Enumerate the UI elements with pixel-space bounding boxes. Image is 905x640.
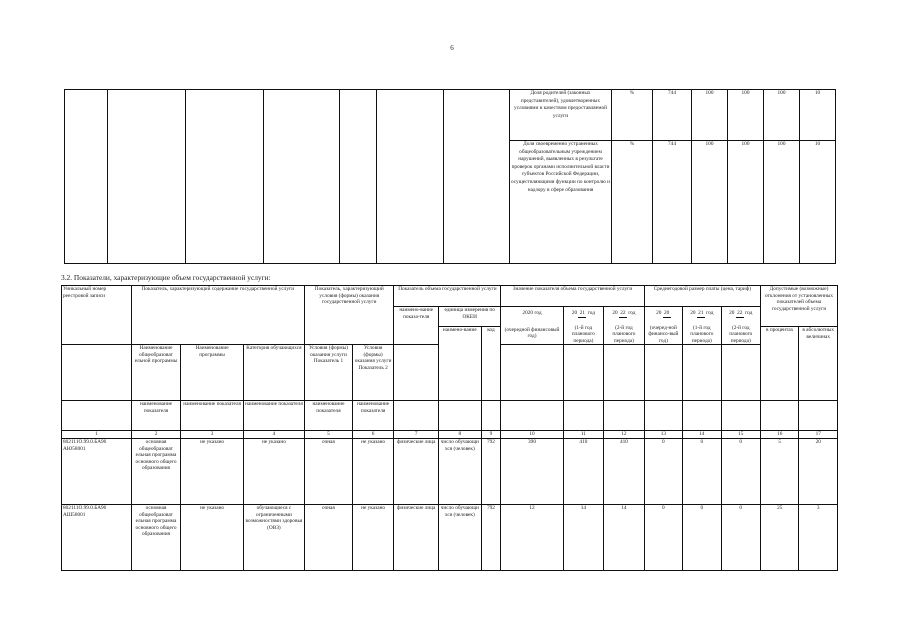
deviation-absolute-header: в абсолютных величинах bbox=[799, 327, 838, 401]
year-2020-sub: (очередной финансовый год) bbox=[504, 326, 560, 339]
fee-2022-header: 20 22 год (2-й год планового периода) bbox=[721, 307, 760, 345]
program-name: не указано bbox=[181, 505, 243, 571]
column-number: 3 bbox=[181, 431, 243, 439]
indicator-name: Доля своевременно устраненных общеобразовательным учреждением нарушений, выявленных в результате проверок органами исполнительной власти субъектов Российской Федерации, осуществляющими функции по контролю и надзору в сфере образования bbox=[510, 141, 612, 264]
fee-2020: 0 bbox=[644, 439, 682, 505]
indicator-name-header: наименование показателя bbox=[181, 401, 243, 431]
fee-2021: 0 bbox=[683, 505, 721, 571]
fee-2022: 0 bbox=[721, 505, 760, 571]
value-2022: 14 bbox=[604, 505, 645, 571]
table-row bbox=[62, 439, 838, 505]
column-number: 14 bbox=[683, 431, 721, 439]
volume-indicators-table bbox=[61, 285, 838, 571]
fee-2021: 0 bbox=[683, 439, 721, 505]
value-2022: 100 bbox=[764, 141, 800, 264]
indicator-name-header: наименование показателя bbox=[243, 401, 304, 431]
column-number: 2 bbox=[131, 431, 181, 439]
value-2021: 410 bbox=[563, 439, 604, 505]
service-form: очная bbox=[305, 505, 353, 571]
column-number: 16 bbox=[761, 431, 799, 439]
program-kind: основная общеобразоват ельная программа основного общего образования bbox=[131, 439, 181, 505]
quality-indicators-table bbox=[64, 89, 836, 264]
section-title: 3.2. Показатели, характеризующие объем государственной услуги: bbox=[61, 273, 271, 282]
indicator-name: Доля родителей (законных представителей), удовлетворенных условиями и качеством предоставляемой услуги bbox=[510, 90, 612, 141]
unit-name-header: наимено-вание bbox=[439, 327, 482, 401]
deviation-percent: 25 bbox=[761, 505, 799, 571]
indicator-name: физические лица bbox=[394, 439, 439, 505]
deviation-absolute: 20 bbox=[799, 439, 838, 505]
unit-name: число обучающи хся (человек) bbox=[439, 505, 482, 571]
student-category: обучающиеся с ограниченными возможностями здоровья (ОВЗ) bbox=[243, 505, 304, 571]
column-number: 13 bbox=[644, 431, 682, 439]
condition-2-header: Условия (формы) оказания услуги Показатель 2 bbox=[352, 345, 394, 401]
deviation-absolute: 3 bbox=[799, 505, 838, 571]
fee-2022: 0 bbox=[721, 439, 760, 505]
year-2020-label: 2020 год bbox=[522, 310, 542, 316]
page-number: 6 bbox=[450, 44, 454, 52]
column-number: 9 bbox=[481, 431, 501, 439]
unit-code: 792 bbox=[481, 439, 501, 505]
column-number: 7 bbox=[394, 431, 439, 439]
header-row bbox=[62, 286, 838, 307]
year-2022-header: 20 22 год (2-й год планового периода) bbox=[604, 307, 645, 345]
content-indicator-header: Показатель, характеризующий содержание государственной услуги bbox=[131, 286, 304, 345]
value-2021: 100 bbox=[728, 141, 764, 264]
unit-header: единица измерения по ОКЕИ bbox=[439, 307, 501, 327]
condition-1-header: Условия (формы) оказания услуги Показатель 1 bbox=[305, 345, 353, 401]
column-numbers-row bbox=[62, 431, 838, 439]
value-2020: 12 bbox=[501, 505, 563, 571]
condition-2: не указано bbox=[352, 505, 394, 571]
column-number: 5 bbox=[305, 431, 353, 439]
value-2020: 390 bbox=[501, 439, 563, 505]
volume-values-header: Значение показателя объема государственной услуги bbox=[501, 286, 644, 307]
unit-code-header: код bbox=[481, 327, 501, 401]
value-2022: 100 bbox=[764, 90, 800, 141]
program-name: не указано bbox=[181, 439, 243, 505]
content-program-header: Наименование программы bbox=[181, 345, 243, 401]
service-form: очная bbox=[305, 439, 353, 505]
registry-number: 802111О.99.0.БА96 АШ58001 bbox=[62, 505, 132, 571]
conditions-indicator-header: Показатель, характеризующий условия (формы) оказания государственной услуги bbox=[305, 286, 394, 345]
value-2022: 410 bbox=[604, 439, 645, 505]
header-row bbox=[62, 401, 838, 431]
value-2020: 100 bbox=[692, 141, 728, 264]
fee-2022-sub: (2-й год планового периода) bbox=[729, 324, 753, 344]
content-category-header: Категория обучающихся bbox=[243, 345, 304, 401]
unique-number-header: Уникальный номер реестровой записи bbox=[62, 286, 132, 345]
program-kind: основная общеобразоват ельная программа основного общего образования bbox=[131, 505, 181, 571]
table-row bbox=[62, 505, 838, 571]
okei-cell: 744 bbox=[653, 141, 692, 264]
year-2022-sub: (2-й год планового периода) bbox=[612, 324, 636, 344]
deviation-percent: 10 bbox=[800, 141, 836, 264]
condition-2: не указано bbox=[352, 439, 394, 505]
indicator-name-header: наименование показателя bbox=[131, 401, 181, 431]
column-number: 15 bbox=[721, 431, 760, 439]
indicator-name-header: наименование показателя bbox=[352, 401, 394, 431]
column-number: 6 bbox=[352, 431, 394, 439]
column-number: 4 bbox=[243, 431, 304, 439]
column-number: 1 bbox=[62, 431, 132, 439]
deviation-percent: 10 bbox=[800, 90, 836, 141]
value-2021: 14 bbox=[563, 505, 604, 571]
registry-number: 802111О.99.0.БА96 АЮ58001 bbox=[62, 439, 132, 505]
fee-2021-header: 20 21 год (1-й год планового периода) bbox=[683, 307, 721, 345]
indicator-name-header: наименование показателя bbox=[305, 401, 353, 431]
student-category: не указано bbox=[243, 439, 304, 505]
fee-2020: 0 bbox=[644, 505, 682, 571]
fee-2020-sub: (очеред-ной финансо-вый год) bbox=[648, 324, 679, 344]
column-number: 10 bbox=[501, 431, 563, 439]
deviation-header: Допустимые (возможные) отклонения от установленных показателей объема государственной услуги bbox=[761, 286, 838, 327]
year-2020-header bbox=[501, 307, 563, 345]
fee-header: Среднегодовой размер платы (цена, тариф) bbox=[644, 286, 760, 307]
indicator-name: физические лица bbox=[394, 505, 439, 571]
column-number: 12 bbox=[604, 431, 645, 439]
value-2021: 100 bbox=[728, 90, 764, 141]
year-2021-sub: (1-й год планового периода) bbox=[571, 324, 595, 344]
deviation-percent-header: в процентах bbox=[761, 327, 799, 401]
indicator-name-header: наимено-вание показа-теля bbox=[394, 307, 439, 345]
year-2021-header: 20 21 год (1-й год планового периода) bbox=[563, 307, 604, 345]
column-number: 8 bbox=[439, 431, 482, 439]
volume-indicator-header: Показатель объема государственной услуги bbox=[394, 286, 501, 307]
okei-cell: 744 bbox=[653, 90, 692, 141]
value-2020: 100 bbox=[692, 90, 728, 141]
unit-cell: % bbox=[612, 90, 653, 141]
content-kind-header: Наименование общеобразоват ельной программы bbox=[131, 345, 181, 401]
table-row bbox=[65, 90, 836, 141]
deviation-percent: 5 bbox=[761, 439, 799, 505]
unit-cell: % bbox=[612, 141, 653, 264]
column-number: 17 bbox=[799, 431, 838, 439]
unit-name: число обучающи хся (человек) bbox=[439, 439, 482, 505]
fee-2020-header: 20 20 (очеред-ной финансо-вый год) bbox=[644, 307, 682, 345]
unit-code: 792 bbox=[481, 505, 501, 571]
fee-2021-sub: (1-й год планового периода) bbox=[690, 324, 714, 344]
table-row bbox=[65, 141, 836, 264]
column-number: 11 bbox=[563, 431, 604, 439]
